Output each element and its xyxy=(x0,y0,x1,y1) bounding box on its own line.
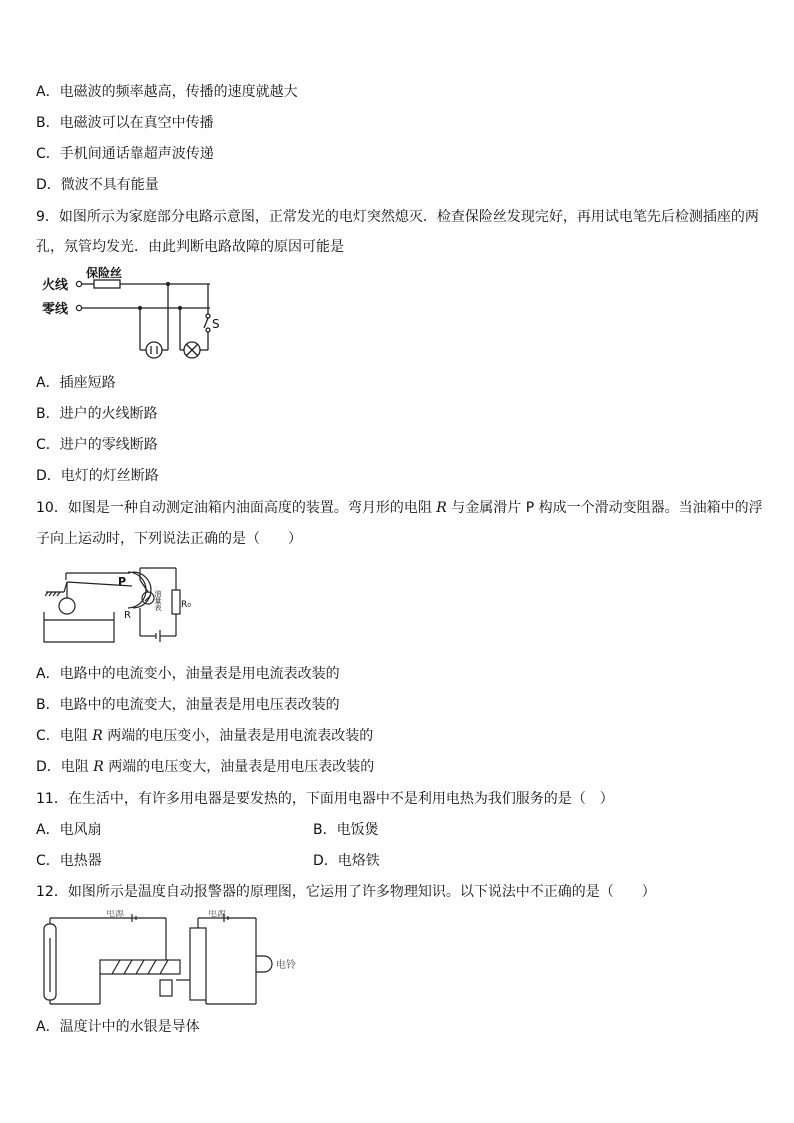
q10-stem-line2: 子向上运动时，下列说法正确的是（ ） xyxy=(36,531,302,547)
q12-stem: 12．如图所示是温度自动报警器的原理图，它运用了许多物理知识。以下说法中不正确的是（ ） xyxy=(36,884,656,900)
q10-option-c-text-a: C．电阻 xyxy=(36,728,93,744)
q9-option-a: A．插座短路 xyxy=(36,375,116,391)
q10-option-d-text-b: 两端的电压变大，油量表是用电压表改装的 xyxy=(103,759,375,775)
fuel-meter-label: 油量表 xyxy=(154,590,162,611)
resistor-r0-label: R₀ xyxy=(181,600,191,610)
q10-option-c-text-b: 两端的电压变小，油量表是用电流表改装的 xyxy=(102,728,374,744)
q10-stem-text-a: 10．如图是一种自动测定油箱内油面高度的装置。弯月形的电阻 xyxy=(36,500,437,516)
q11-stem: 11．在生活中，有许多用电器是要发热的，下面用电器中不是利用电热为我们服务的是（ ） xyxy=(36,791,614,807)
q8-option-d: D．微波不具有能量 xyxy=(36,177,159,193)
q11-option-b: B．电饭煲 xyxy=(313,822,379,838)
q11-option-d: D．电烙铁 xyxy=(313,853,380,869)
q9-option-b: B．进户的火线断路 xyxy=(36,406,158,422)
resistor-r-label: R xyxy=(124,610,131,621)
slider-p-label: P xyxy=(118,575,127,588)
q8-option-b: B．电磁波可以在真空中传播 xyxy=(36,115,214,131)
q10-option-b: B．电路中的电流变大，油量表是用电压表改装的 xyxy=(36,697,340,713)
q10-option-c-var: R xyxy=(92,728,103,744)
left-source-label: 电源 xyxy=(106,910,125,919)
right-source-label: 电源 xyxy=(208,910,227,919)
q9-circuit-figure xyxy=(36,266,226,366)
q12-alarm-circuit-figure xyxy=(36,910,336,1008)
q10-stem-line1 xyxy=(36,499,763,517)
q11-option-c: C．电热器 xyxy=(36,853,102,869)
q10-stem-text-b: 与金属滑片 P 构成一个滑动变阻器。当油箱中的浮 xyxy=(446,500,763,516)
q10-oil-gauge-figure xyxy=(36,560,196,650)
q10-option-d xyxy=(36,758,374,776)
q8-option-c: C．手机间通话靠超声波传递 xyxy=(36,146,214,162)
q10-option-d-text-a: D．电阻 xyxy=(36,759,94,775)
neutral-wire-label: 零线 xyxy=(42,302,69,317)
fuse-label: 保险丝 xyxy=(86,266,123,280)
q8-option-a: A．电磁波的频率越高，传播的速度就越大 xyxy=(36,84,298,100)
switch-label: S xyxy=(212,317,220,331)
q12-option-a: A．温度计中的水银是导体 xyxy=(36,1019,200,1035)
live-wire-label: 火线 xyxy=(42,278,69,293)
q9-option-c: C．进户的零线断路 xyxy=(36,437,158,453)
q9-stem-line2: 孔，氖管均发光．由此判断电路故障的原因可能是 xyxy=(36,239,344,255)
q9-stem-line1: 9．如图所示为家庭部分电路示意图，正常发光的电灯突然熄灭．检查保险丝发现完好，再用试电笔先后检测插座的两 xyxy=(36,209,759,225)
bell-label: 电铃 xyxy=(276,960,296,971)
q10-option-c xyxy=(36,727,373,745)
q9-option-d: D．电灯的灯丝断路 xyxy=(36,468,159,484)
q11-option-a: A．电风扇 xyxy=(36,822,102,838)
q10-option-d-var: R xyxy=(93,759,104,775)
q10-option-a: A．电路中的电流变小，油量表是用电流表改装的 xyxy=(36,666,340,682)
q10-stem-var-r: R xyxy=(436,500,447,516)
